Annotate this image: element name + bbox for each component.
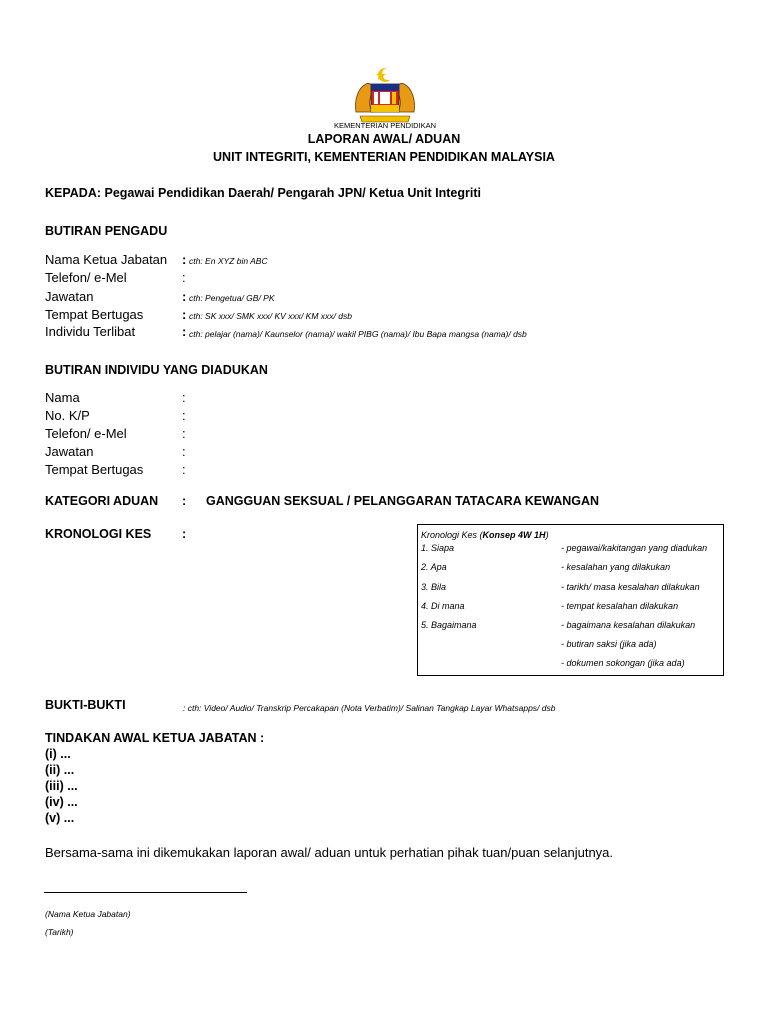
field-colon: :: [182, 444, 186, 459]
field-label: Nama Ketua Jabatan: [45, 252, 168, 267]
field-label: Telefon/ e-Mel: [45, 270, 127, 285]
kronologi-answer: - dokumen sokongan (jika ada): [561, 658, 685, 668]
box-title-text: Kronologi Kes (: [421, 530, 483, 540]
field-label: No. K/P: [45, 408, 90, 423]
box-title-bold: Konsep 4W 1H: [482, 530, 546, 540]
kronologi-question: 1. Siapa: [421, 543, 455, 553]
kronologi-box-title: [421, 530, 549, 540]
field-label: Individu Terlibat: [45, 324, 136, 339]
field-hint: cth: SK xxx/ SMK xxx/ KV xxx/ KM xxx/ dsb: [189, 311, 352, 321]
tindakan-item: (iii) ...: [45, 779, 78, 793]
tindakan-item: (iv) ...: [45, 795, 78, 809]
tindakan-item: (v) ...: [45, 811, 75, 825]
kategori-label: KATEGORI ADUAN: [45, 494, 159, 508]
kronologi-colon: :: [182, 527, 187, 541]
ministry-crest-logo: [350, 66, 420, 126]
kronologi-question: 4. Di mana: [421, 601, 465, 611]
field-colon: :: [182, 426, 186, 441]
tindakan-item: (i) ...: [45, 747, 71, 761]
field-label: Tempat Bertugas: [45, 307, 144, 322]
kronologi-label: KRONOLOGI KES: [45, 527, 152, 541]
field-label: Jawatan: [45, 289, 94, 304]
kronologi-answer: - kesalahan yang dilakukan: [561, 562, 671, 572]
field-colon: :: [182, 462, 186, 477]
field-colon: :: [182, 307, 187, 322]
field-colon: :: [182, 289, 187, 304]
kronologi-question: 3. Bila: [421, 582, 447, 592]
field-colon: :: [182, 324, 187, 339]
field-label: Telefon/ e-Mel: [45, 426, 127, 441]
tindakan-item: (ii) ...: [45, 763, 75, 777]
box-title-end: ): [545, 530, 549, 540]
field-label: Tempat Bertugas: [45, 462, 144, 477]
field-label: Jawatan: [45, 444, 94, 459]
field-colon: :: [182, 390, 186, 405]
signature-date: (Tarikh): [45, 927, 74, 937]
kategori-value: GANGGUAN SEKSUAL / PELANGGARAN TATACARA KEWANGAN: [206, 494, 600, 508]
kronologi-question: 5. Bagaimana: [421, 620, 477, 630]
field-hint: cth: pelajar (nama)/ Kaunselor (nama)/ wakil PIBG (nama)/ Ibu Bapa mangsa (nama)/ dsb: [189, 329, 527, 339]
kronologi-answer: - bagaimana kesalahan dilakukan: [561, 620, 696, 630]
kronologi-answer: - tempat kesalahan dilakukan: [561, 601, 679, 611]
kronologi-answer: - butiran saksi (jika ada): [561, 639, 657, 649]
bukti-label: BUKTI-BUKTI: [45, 698, 126, 712]
signature-line: [44, 892, 247, 893]
kronologi-guide-box: [417, 524, 724, 676]
field-colon: :: [182, 270, 186, 285]
kepada-line: KEPADA: Pegawai Pendidikan Daerah/ Pengarah JPN/ Ketua Unit Integriti: [45, 186, 481, 200]
kategori-colon: :: [182, 494, 187, 508]
field-hint: cth: En XYZ bin ABC: [189, 256, 268, 266]
kronologi-question: 2. Apa: [421, 562, 447, 572]
tindakan-heading: TINDAKAN AWAL KETUA JABATAN :: [45, 731, 265, 745]
signature-name: (Nama Ketua Jabatan): [45, 909, 131, 919]
field-hint: cth: Pengetua/ GB/ PK: [189, 293, 275, 303]
closing-statement: Bersama-sama ini dikemukakan laporan awal/ aduan untuk perhatian pihak tuan/puan selanjutnya.: [45, 845, 614, 860]
ministry-caption: KEMENTERIAN PENDIDIKAN: [334, 121, 437, 130]
section-heading-individu: BUTIRAN INDIVIDU YANG DIADUKAN: [45, 363, 268, 377]
kronologi-answer: - pegawai/kakitangan yang diadukan: [561, 543, 708, 553]
field-colon: :: [182, 408, 186, 423]
document-subtitle: UNIT INTEGRITI, KEMENTERIAN PENDIDIKAN MALAYSIA: [213, 150, 555, 164]
document-title: LAPORAN AWAL/ ADUAN: [307, 132, 461, 146]
bukti-hint: : cth: Video/ Audio/ Transkrip Percakapan (Nota Verbatim)/ Salinan Tangkap Layar Whatsapps/ dsb: [183, 703, 556, 713]
field-label: Nama: [45, 390, 80, 405]
field-colon: :: [182, 252, 187, 267]
section-heading-pengadu: BUTIRAN PENGADU: [45, 224, 168, 238]
kronologi-answer: - tarikh/ masa kesalahan dilakukan: [561, 582, 700, 592]
